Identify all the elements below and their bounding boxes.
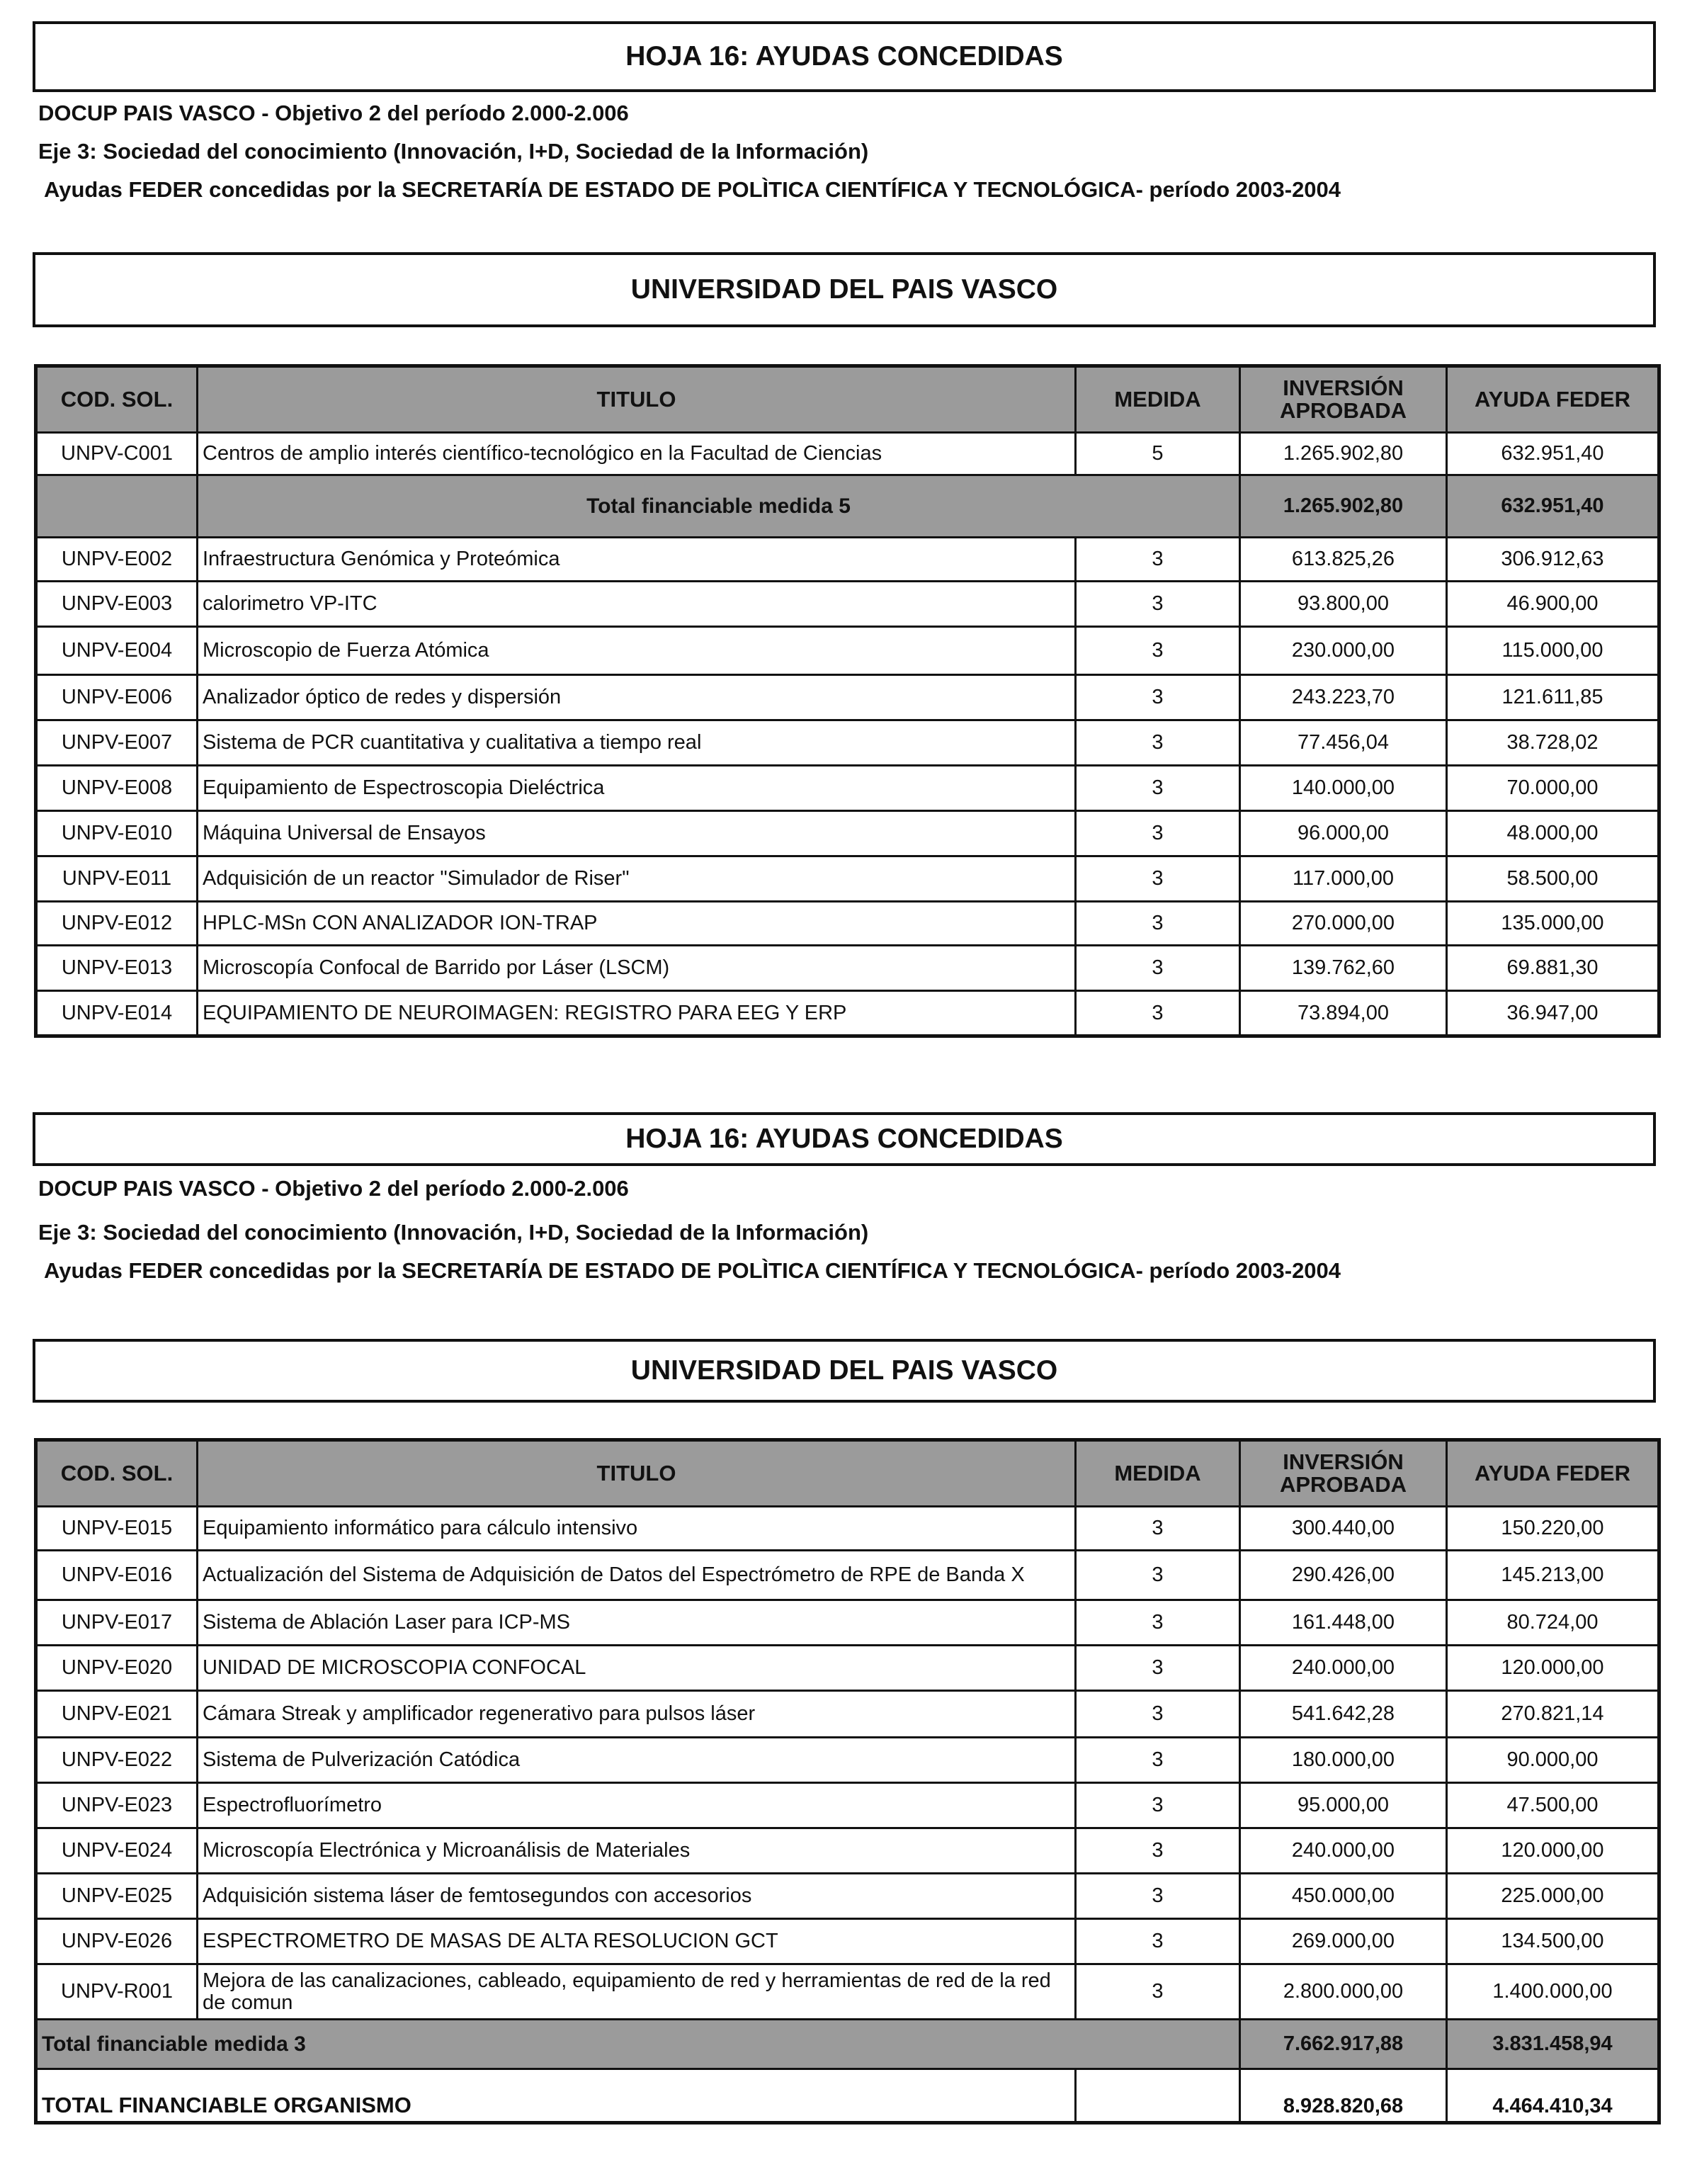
table-row (36, 1646, 1659, 1691)
titulo-cell: Microscopía Confocal de Barrido por Láser (LSCM) (198, 946, 1076, 991)
grants-table (34, 1438, 1661, 2124)
medida-cell: 3 (1076, 1874, 1240, 1919)
col-header-ayuda: AYUDA FEDER (1447, 366, 1659, 433)
table-header-row (36, 1440, 1659, 1507)
cod-sol-cell: UNPV-C001 (36, 433, 198, 475)
inversion-cell: 140.000,00 (1240, 766, 1447, 811)
inversion-cell: 290.426,00 (1240, 1551, 1447, 1600)
cod-sol-cell: UNPV-E004 (36, 627, 198, 675)
ayuda-cell: 135.000,00 (1447, 902, 1659, 946)
ayuda-cell: 121.611,85 (1447, 675, 1659, 720)
medida-cell: 3 (1076, 1551, 1240, 1600)
titulo-cell: Máquina Universal de Ensayos (198, 811, 1076, 856)
inversion-header-line1: INVERSIÓN (1283, 375, 1404, 400)
cod-sol-cell: UNPV-E024 (36, 1828, 198, 1874)
cod-sol-cell: UNPV-E023 (36, 1783, 198, 1828)
inversion-cell: 541.642,28 (1240, 1691, 1447, 1738)
sheet-header: HOJA 16: AYUDAS CONCEDIDAS (33, 21, 1656, 92)
inversion-cell: 77.456,04 (1240, 720, 1447, 766)
table-row (36, 1964, 1659, 2020)
titulo-cell: Sistema de Ablación Laser para ICP-MS (198, 1600, 1076, 1646)
docup-line: DOCUP PAIS VASCO - Objetivo 2 del período 2.000-2.006 (38, 101, 629, 125)
medida-cell: 3 (1076, 1691, 1240, 1738)
table-header-row (36, 366, 1659, 433)
titulo-cell: UNIDAD DE MICROSCOPIA CONFOCAL (198, 1646, 1076, 1691)
titulo-cell: ESPECTROMETRO DE MASAS DE ALTA RESOLUCION GCT (198, 1919, 1076, 1964)
inversion-cell: 240.000,00 (1240, 1646, 1447, 1691)
table-row (36, 538, 1659, 582)
table-row (36, 1919, 1659, 1964)
ayuda-cell: 58.500,00 (1447, 856, 1659, 902)
cod-sol-cell: UNPV-E010 (36, 811, 198, 856)
cod-sol-cell: UNPV-E015 (36, 1507, 198, 1551)
col-header-cod: COD. SOL. (36, 1440, 198, 1507)
medida-cell: 3 (1076, 627, 1240, 675)
ayuda-cell: 70.000,00 (1447, 766, 1659, 811)
col-header-medida: MEDIDA (1076, 1440, 1240, 1507)
table-row (36, 766, 1659, 811)
col-header-ayuda: AYUDA FEDER (1447, 1440, 1659, 1507)
col-header-cod: COD. SOL. (36, 366, 198, 433)
ayuda-cell: 270.821,14 (1447, 1691, 1659, 1738)
inversion-cell: 73.894,00 (1240, 991, 1447, 1036)
medida-cell: 3 (1076, 991, 1240, 1036)
ayuda-cell: 225.000,00 (1447, 1874, 1659, 1919)
cod-sol-cell: UNPV-E016 (36, 1551, 198, 1600)
inversion-cell: 95.000,00 (1240, 1783, 1447, 1828)
inversion-cell: 180.000,00 (1240, 1738, 1447, 1783)
col-header-titulo: TITULO (198, 366, 1076, 433)
titulo-cell: EQUIPAMIENTO DE NEUROIMAGEN: REGISTRO PARA EEG Y ERP (198, 991, 1076, 1036)
cod-sol-cell: UNPV-E021 (36, 1691, 198, 1738)
medida-cell: 3 (1076, 1507, 1240, 1551)
subtotal-row (36, 475, 1659, 538)
inversion-cell: 270.000,00 (1240, 902, 1447, 946)
medida-cell: 3 (1076, 946, 1240, 991)
col-header-inversion (1240, 366, 1447, 433)
cod-sol-cell: UNPV-E011 (36, 856, 198, 902)
organization-title: UNIVERSIDAD DEL PAIS VASCO (33, 1339, 1656, 1403)
subtotal-label: Total financiable medida 3 (36, 2020, 1240, 2069)
titulo-cell: Adquisición de un reactor "Simulador de Riser" (198, 856, 1076, 902)
col-header-inversion (1240, 1440, 1447, 1507)
titulo-cell: Mejora de las canalizaciones, cableado, equipamiento de red y herramientas de red de la red de comun (198, 1964, 1076, 2020)
cod-sol-cell: UNPV-E003 (36, 582, 198, 627)
titulo-cell: Equipamiento informático para cálculo intensivo (198, 1507, 1076, 1551)
table-row (36, 1507, 1659, 1551)
medida-cell: 3 (1076, 1783, 1240, 1828)
table-row (36, 675, 1659, 720)
cod-sol-cell: UNPV-E022 (36, 1738, 198, 1783)
medida-cell: 3 (1076, 720, 1240, 766)
table-row (36, 902, 1659, 946)
cod-sol-cell: UNPV-E025 (36, 1874, 198, 1919)
inversion-cell: 161.448,00 (1240, 1600, 1447, 1646)
inversion-cell: 243.223,70 (1240, 675, 1447, 720)
table-row (36, 1691, 1659, 1738)
medida-cell: 3 (1076, 811, 1240, 856)
titulo-cell: Centros de amplio interés científico-tecnológico en la Facultad de Ciencias (198, 433, 1076, 475)
eje-line: Eje 3: Sociedad del conocimiento (Innovación, I+D, Sociedad de la Información) (38, 1220, 869, 1245)
cod-sol-cell: UNPV-E013 (36, 946, 198, 991)
inversion-cell: 1.265.902,80 (1240, 433, 1447, 475)
subtotal-inversion: 7.662.917,88 (1240, 2020, 1447, 2069)
ayuda-cell: 46.900,00 (1447, 582, 1659, 627)
medida-cell: 3 (1076, 766, 1240, 811)
medida-cell: 3 (1076, 675, 1240, 720)
cod-sol-cell: UNPV-E007 (36, 720, 198, 766)
ayuda-cell: 115.000,00 (1447, 627, 1659, 675)
table-row (36, 1874, 1659, 1919)
cod-sol-cell: UNPV-E006 (36, 675, 198, 720)
subtotal-ayuda: 632.951,40 (1447, 475, 1659, 538)
ayuda-cell: 120.000,00 (1447, 1646, 1659, 1691)
cod-sol-cell: UNPV-R001 (36, 1964, 198, 2020)
table-row (36, 991, 1659, 1036)
inversion-cell: 613.825,26 (1240, 538, 1447, 582)
inversion-cell: 2.800.000,00 (1240, 1964, 1447, 2020)
inversion-cell: 139.762,60 (1240, 946, 1447, 991)
medida-cell: 3 (1076, 1738, 1240, 1783)
ayuda-cell: 90.000,00 (1447, 1738, 1659, 1783)
titulo-cell: Sistema de PCR cuantitativa y cualitativa a tiempo real (198, 720, 1076, 766)
ayuda-cell: 36.947,00 (1447, 991, 1659, 1036)
grand-total-spacer (1076, 2069, 1240, 2123)
medida-cell: 3 (1076, 1600, 1240, 1646)
cod-sol-cell: UNPV-E026 (36, 1919, 198, 1964)
table-row (36, 1828, 1659, 1874)
inversion-cell: 117.000,00 (1240, 856, 1447, 902)
ayuda-cell: 632.951,40 (1447, 433, 1659, 475)
inversion-cell: 450.000,00 (1240, 1874, 1447, 1919)
titulo-cell: calorimetro VP-ITC (198, 582, 1076, 627)
inversion-cell: 93.800,00 (1240, 582, 1447, 627)
docup-line: DOCUP PAIS VASCO - Objetivo 2 del período 2.000-2.006 (38, 1176, 629, 1201)
titulo-cell: Microscopía Electrónica y Microanálisis de Materiales (198, 1828, 1076, 1874)
titulo-cell: HPLC-MSn CON ANALIZADOR ION-TRAP (198, 902, 1076, 946)
titulo-cell: Infraestructura Genómica y Proteómica (198, 538, 1076, 582)
cod-sol-cell: UNPV-E014 (36, 991, 198, 1036)
titulo-cell: Actualización del Sistema de Adquisición de Datos del Espectrómetro de RPE de Banda X (198, 1551, 1076, 1600)
inversion-cell: 269.000,00 (1240, 1919, 1447, 1964)
ayudas-line: Ayudas FEDER concedidas por la SECRETARÍA DE ESTADO DE POLÌTICA CIENTÍFICA Y TECNOLÓGICA- período 2003-2004 (44, 177, 1341, 202)
grants-table (34, 364, 1661, 1038)
inversion-cell: 96.000,00 (1240, 811, 1447, 856)
medida-cell: 3 (1076, 1646, 1240, 1691)
subtotal-row (36, 2020, 1659, 2069)
ayuda-cell: 80.724,00 (1447, 1600, 1659, 1646)
table-row (36, 946, 1659, 991)
cod-sol-cell: UNPV-E008 (36, 766, 198, 811)
table-row (36, 1783, 1659, 1828)
inversion-cell: 230.000,00 (1240, 627, 1447, 675)
table-row (36, 811, 1659, 856)
inversion-header-line2: APROBADA (1279, 1472, 1407, 1497)
medida-cell: 3 (1076, 1964, 1240, 2020)
inversion-header-line2: APROBADA (1279, 398, 1407, 423)
titulo-cell: Equipamiento de Espectroscopia Dieléctrica (198, 766, 1076, 811)
ayuda-cell: 48.000,00 (1447, 811, 1659, 856)
titulo-cell: Cámara Streak y amplificador regenerativo para pulsos láser (198, 1691, 1076, 1738)
ayuda-cell: 47.500,00 (1447, 1783, 1659, 1828)
table-row (36, 1738, 1659, 1783)
medida-cell: 5 (1076, 433, 1240, 475)
table-row (36, 1600, 1659, 1646)
medida-cell: 3 (1076, 856, 1240, 902)
titulo-cell: Sistema de Pulverización Catódica (198, 1738, 1076, 1783)
titulo-cell: Microscopio de Fuerza Atómica (198, 627, 1076, 675)
ayuda-cell: 120.000,00 (1447, 1828, 1659, 1874)
sheet-header: HOJA 16: AYUDAS CONCEDIDAS (33, 1112, 1656, 1166)
subtotal-label: Total financiable medida 5 (198, 475, 1240, 538)
medida-cell: 3 (1076, 538, 1240, 582)
subtotal-ayuda: 3.831.458,94 (1447, 2020, 1659, 2069)
ayuda-cell: 69.881,30 (1447, 946, 1659, 991)
inversion-cell: 300.440,00 (1240, 1507, 1447, 1551)
ayuda-cell: 145.213,00 (1447, 1551, 1659, 1600)
ayuda-cell: 38.728,02 (1447, 720, 1659, 766)
col-header-medida: MEDIDA (1076, 366, 1240, 433)
medida-cell: 3 (1076, 1828, 1240, 1874)
grand-total-row (36, 2069, 1659, 2123)
subtotal-spacer (36, 475, 198, 538)
cod-sol-cell: UNPV-E017 (36, 1600, 198, 1646)
table-row (36, 1551, 1659, 1600)
medida-cell: 3 (1076, 902, 1240, 946)
medida-cell: 3 (1076, 1919, 1240, 1964)
medida-cell: 3 (1076, 582, 1240, 627)
cod-sol-cell: UNPV-E012 (36, 902, 198, 946)
table-row (36, 433, 1659, 475)
col-header-titulo: TITULO (198, 1440, 1076, 1507)
table-row (36, 720, 1659, 766)
ayuda-cell: 134.500,00 (1447, 1919, 1659, 1964)
inversion-header-line1: INVERSIÓN (1283, 1449, 1404, 1474)
ayuda-cell: 150.220,00 (1447, 1507, 1659, 1551)
grand-total-ayuda: 4.464.410,34 (1447, 2069, 1659, 2123)
titulo-cell: Espectrofluorímetro (198, 1783, 1076, 1828)
table-row (36, 856, 1659, 902)
ayuda-cell: 1.400.000,00 (1447, 1964, 1659, 2020)
subtotal-inversion: 1.265.902,80 (1240, 475, 1447, 538)
organization-title: UNIVERSIDAD DEL PAIS VASCO (33, 252, 1656, 327)
ayuda-cell: 306.912,63 (1447, 538, 1659, 582)
ayudas-line: Ayudas FEDER concedidas por la SECRETARÍA DE ESTADO DE POLÌTICA CIENTÍFICA Y TECNOLÓGICA- período 2003-2004 (44, 1258, 1341, 1283)
titulo-cell: Analizador óptico de redes y dispersión (198, 675, 1076, 720)
titulo-cell: Adquisición sistema láser de femtosegundos con accesorios (198, 1874, 1076, 1919)
inversion-cell: 240.000,00 (1240, 1828, 1447, 1874)
cod-sol-cell: UNPV-E002 (36, 538, 198, 582)
table-row (36, 627, 1659, 675)
cod-sol-cell: UNPV-E020 (36, 1646, 198, 1691)
grand-total-label: TOTAL FINANCIABLE ORGANISMO (36, 2069, 1076, 2123)
table-row (36, 582, 1659, 627)
eje-line: Eje 3: Sociedad del conocimiento (Innovación, I+D, Sociedad de la Información) (38, 139, 869, 164)
grand-total-inversion: 8.928.820,68 (1240, 2069, 1447, 2123)
